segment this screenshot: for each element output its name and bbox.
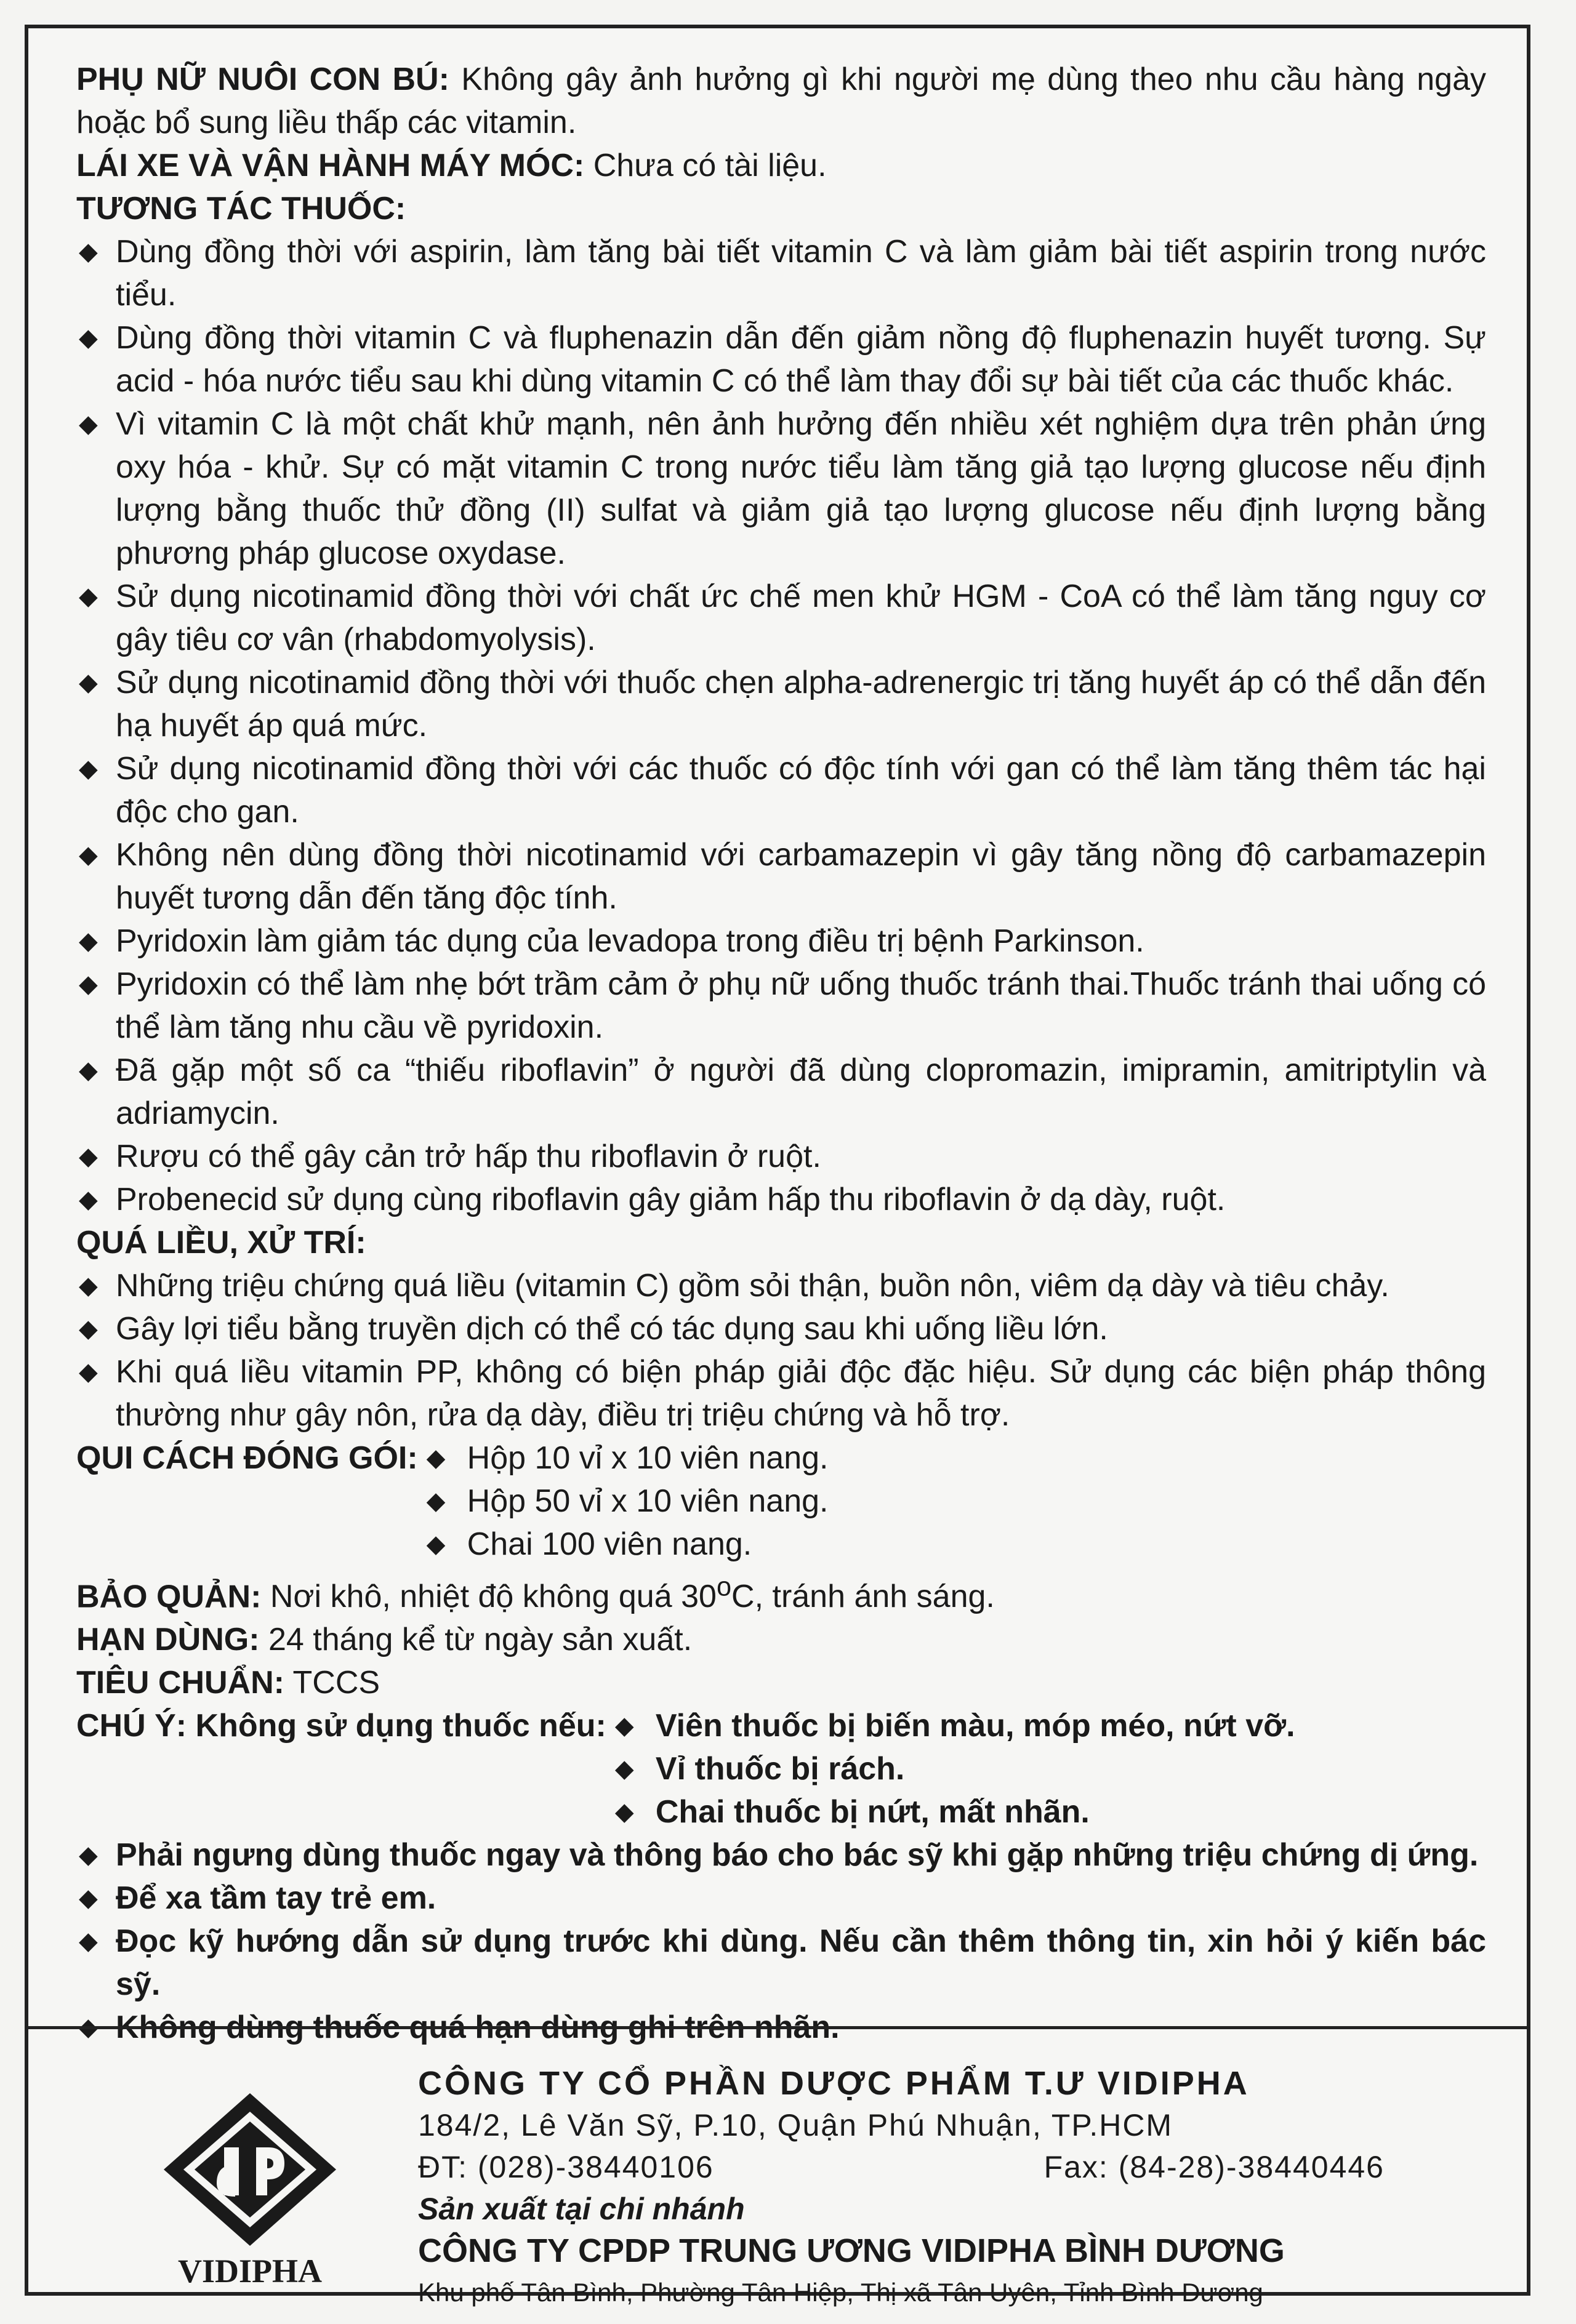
leaflet-frame bbox=[25, 25, 1530, 2307]
made-at-label: Sản xuất tại chi nhánh bbox=[418, 2192, 745, 2226]
bullet-icon: ◆ bbox=[79, 1885, 98, 1912]
vidipha-logo bbox=[158, 2091, 342, 2294]
bullet-icon: ◆ bbox=[79, 1143, 98, 1170]
list-item-text: Phải ngưng dùng thuốc ngay và thông báo cho bác sỹ khi gặp những triệu chứng dị ứng. bbox=[116, 1837, 1479, 1873]
list-item-text: Probenecid sử dụng cùng riboflavin gây giảm hấp thu riboflavin ở dạ dày, ruột. bbox=[116, 1182, 1226, 1217]
list-item-text: Dùng đồng thời vitamin C và fluphenazin dẫn đến giảm nồng độ fluphenazin huyết tương. Sự acid - hóa nước tiểu sau khi dùng vitamin C có thể làm thay đổi sự bài tiết của các thuốc khác. bbox=[116, 320, 1486, 399]
driving-paragraph bbox=[76, 144, 1486, 187]
list-item-text: Gây lợi tiểu bằng truyền dịch có thể có tác dụng sau khi uống liều lớn. bbox=[116, 1311, 1108, 1347]
bullet-icon: ◆ bbox=[79, 755, 98, 782]
list-item bbox=[76, 963, 1486, 1049]
expiry-paragraph bbox=[76, 1618, 1486, 1661]
list-item-text: Hộp 10 vỉ x 10 viên nang. bbox=[467, 1440, 829, 1476]
driving-text: Chưa có tài liệu. bbox=[593, 148, 827, 183]
list-item-text: Để xa tầm tay trẻ em. bbox=[116, 1880, 436, 1917]
standard-paragraph bbox=[76, 1661, 1486, 1704]
company-name: CÔNG TY CỔ PHẦN DƯỢC PHẨM T.Ư VIDIPHA bbox=[418, 2065, 1250, 2102]
list-item bbox=[76, 747, 1486, 833]
logo-name: VIDIPHA bbox=[177, 2253, 322, 2290]
list-item-text: Rượu có thể gây cản trở hấp thu riboflavin ở ruột. bbox=[116, 1139, 821, 1174]
list-item-text: Không dùng thuốc quá hạn dùng ghi trên nhãn. bbox=[116, 2009, 840, 2046]
caution-list bbox=[606, 1704, 1295, 1833]
bullet-icon: ◆ bbox=[79, 1928, 98, 1955]
list-item bbox=[76, 661, 1486, 747]
list-item bbox=[606, 1704, 1295, 1747]
list-item-text: Pyridoxin có thể làm nhẹ bớt trầm cảm ở phụ nữ uống thuốc tránh thai.Thuốc tránh thai uống có thể làm tăng nhu cầu về pyridoxin. bbox=[116, 966, 1486, 1045]
bullet-icon: ◆ bbox=[79, 1841, 98, 1869]
bullet-icon: ◆ bbox=[79, 1272, 98, 1299]
list-item bbox=[418, 1523, 829, 1566]
storage-text bbox=[270, 1573, 995, 1615]
bullet-icon: ◆ bbox=[614, 1712, 634, 1740]
list-item bbox=[76, 1350, 1486, 1436]
storage-label: BẢO QUẢN: bbox=[76, 1579, 262, 1615]
list-item-text: Dùng đồng thời với aspirin, làm tăng bài tiết vitamin C và làm giảm bài tiết aspirin trong nước tiểu. bbox=[116, 234, 1486, 313]
company-address: 184/2, Lê Văn Sỹ, P.10, Quận Phú Nhuận, TP.HCM bbox=[418, 2108, 1173, 2142]
standard-label: TIÊU CHUẨN: bbox=[76, 1665, 284, 1701]
bullet-icon: ◆ bbox=[79, 669, 98, 696]
list-item bbox=[606, 1790, 1295, 1833]
list-item-text: Chai 100 viên nang. bbox=[467, 1526, 752, 1562]
list-item bbox=[606, 1747, 1295, 1790]
breastfeeding-label: PHỤ NỮ NUÔI CON BÚ: bbox=[76, 62, 449, 97]
vidipha-logo-icon bbox=[158, 2091, 342, 2251]
list-item bbox=[76, 1877, 1486, 1920]
list-item bbox=[76, 1135, 1486, 1178]
list-item bbox=[76, 833, 1486, 920]
bullet-icon: ◆ bbox=[79, 1358, 98, 1385]
list-item bbox=[76, 1178, 1486, 1221]
list-item-text: Sử dụng nicotinamid đồng thời với chất ức chế men khử HGM - CoA có thể làm tăng nguy cơ gây tiêu cơ vân (rhabdomyolysis). bbox=[116, 579, 1486, 657]
overdose-list bbox=[76, 1264, 1486, 1436]
branch-address: Khu phố Tân Bình, Phường Tân Hiệp, Thị xã Tân Uyên, Tỉnh Bình Dương bbox=[418, 2278, 1263, 2307]
list-item-text: Viên thuốc bị biến màu, móp méo, nứt vỡ. bbox=[655, 1708, 1295, 1744]
fax-number: Fax: (84-28)-38440446 bbox=[1043, 2150, 1385, 2184]
list-item-text: Đọc kỹ hướng dẫn sử dụng trước khi dùng. Nếu cần thêm thông tin, xin hỏi ý kiến bác sỹ. bbox=[116, 1923, 1486, 2003]
list-item-text: Sử dụng nicotinamid đồng thời với thuốc chẹn alpha-adrenergic trị tăng huyết áp có thể dẫn đến hạ huyết áp quá mức. bbox=[116, 665, 1486, 743]
degree-superscript: o bbox=[716, 1573, 732, 1602]
contact-line bbox=[418, 2146, 1385, 2188]
breastfeeding-paragraph bbox=[76, 58, 1486, 144]
bullet-icon: ◆ bbox=[79, 1186, 98, 1213]
list-item bbox=[76, 403, 1486, 575]
list-item-text: Pyridoxin làm giảm tác dụng của levadopa trong điều trị bệnh Parkinson. bbox=[116, 923, 1144, 959]
bullet-icon: ◆ bbox=[426, 1444, 446, 1472]
bullet-icon: ◆ bbox=[79, 841, 98, 868]
bullet-icon: ◆ bbox=[426, 1531, 446, 1558]
branch-name: CÔNG TY CPDP TRUNG ƯƠNG VIDIPHA BÌNH DƯƠNG bbox=[418, 2232, 1285, 2269]
bullet-icon: ◆ bbox=[79, 2014, 98, 2042]
list-item-text: Sử dụng nicotinamid đồng thời với các thuốc có độc tính với gan có thể làm tăng thêm tác hại độc cho gan. bbox=[116, 751, 1486, 830]
list-item bbox=[76, 1833, 1486, 1877]
bullet-icon: ◆ bbox=[79, 971, 98, 998]
list-item bbox=[76, 1307, 1486, 1350]
list-item bbox=[76, 575, 1486, 661]
caution-section bbox=[76, 1704, 1486, 1833]
list-item bbox=[76, 1920, 1486, 2006]
list-item-text: Không nên dùng đồng thời nicotinamid với carbamazepin vì gây tăng nồng độ carbamazepin huyết tương dẫn đến tăng độc tính. bbox=[116, 837, 1486, 916]
company-info bbox=[418, 2062, 1385, 2314]
leaflet-content bbox=[76, 58, 1486, 2049]
bullet-icon: ◆ bbox=[426, 1488, 446, 1515]
list-item bbox=[76, 1049, 1486, 1135]
list-item-text: Chai thuốc bị nứt, mất nhãn. bbox=[655, 1794, 1090, 1830]
driving-label: LÁI XE VÀ VẬN HÀNH MÁY MÓC: bbox=[76, 148, 585, 183]
bullet-icon: ◆ bbox=[79, 1315, 98, 1342]
list-item-text: Khi quá liều vitamin PP, không có biện pháp giải độc đặc hiệu. Sử dụng các biện pháp thông thường như gây nôn, rửa dạ dày, điều trị triệu chứng và hỗ trợ. bbox=[116, 1354, 1486, 1433]
storage-text-part: C, tránh ánh sáng. bbox=[731, 1579, 995, 1615]
bullet-icon: ◆ bbox=[79, 583, 98, 610]
list-item bbox=[76, 1264, 1486, 1307]
list-item bbox=[76, 316, 1486, 403]
list-item-text: Vỉ thuốc bị rách. bbox=[655, 1751, 905, 1787]
bullet-icon: ◆ bbox=[79, 1057, 98, 1084]
packaging-list bbox=[418, 1436, 829, 1566]
list-item-text: Đã gặp một số ca “thiếu riboflavin” ở người đã dùng clopromazin, imipramin, amitriptylin và adriamycin. bbox=[116, 1052, 1486, 1131]
list-item bbox=[418, 1436, 829, 1480]
list-item bbox=[76, 920, 1486, 963]
storage-text-part: Nơi khô, nhiệt độ không quá 30 bbox=[270, 1579, 717, 1615]
bullet-icon: ◆ bbox=[79, 411, 98, 438]
bullet-icon: ◆ bbox=[614, 1755, 634, 1783]
overdose-heading: QUÁ LIỀU, XỬ TRÍ: bbox=[76, 1225, 366, 1260]
company-footer bbox=[28, 2026, 1527, 2307]
interactions-heading: TƯƠNG TÁC THUỐC: bbox=[76, 191, 406, 226]
list-item-text: Vì vitamin C là một chất khử mạnh, nên ảnh hưởng đến nhiều xét nghiệm dựa trên phản ứng oxy hóa - khử. Sự có mặt vitamin C trong nước tiểu làm tăng giả tạo lượng glucose nếu định lượng bằng thuốc thử đồng (II) sulfat và giảm giả tạo lượng glucose nếu định lượng bằng phương pháp glucose oxydase. bbox=[116, 406, 1486, 571]
storage-paragraph bbox=[76, 1566, 1486, 1618]
company-address-line bbox=[418, 2104, 1385, 2146]
bullet-icon: ◆ bbox=[79, 324, 98, 351]
warnings-list bbox=[76, 1833, 1486, 2049]
expiry-text: 24 tháng kể từ ngày sản xuất. bbox=[268, 1622, 693, 1658]
list-item bbox=[418, 1480, 829, 1523]
list-item-text: Hộp 50 vỉ x 10 viên nang. bbox=[467, 1483, 829, 1519]
interactions-list bbox=[76, 230, 1486, 1221]
packaging-label: QUI CÁCH ĐÓNG GÓI: bbox=[76, 1440, 418, 1476]
phone-number: ĐT: (028)-38440106 bbox=[418, 2150, 714, 2184]
bullet-icon: ◆ bbox=[79, 238, 98, 265]
breastfeeding-text: Không gây ảnh hưởng gì khi người mẹ dùng theo nhu cầu hàng ngày hoặc bổ sung liều thấp các vitamin. bbox=[76, 62, 1486, 140]
list-item-text: Những triệu chứng quá liều (vitamin C) gồm sỏi thận, buồn nôn, viêm dạ dày và tiêu chảy. bbox=[116, 1268, 1389, 1304]
caution-label: CHÚ Ý: Không sử dụng thuốc nếu: bbox=[76, 1708, 606, 1744]
expiry-label: HẠN DÙNG: bbox=[76, 1622, 260, 1658]
bullet-icon: ◆ bbox=[614, 1798, 634, 1826]
packaging-section bbox=[76, 1436, 1486, 1566]
list-item bbox=[76, 230, 1486, 316]
standard-text: TCCS bbox=[292, 1665, 380, 1701]
bullet-icon: ◆ bbox=[79, 928, 98, 955]
